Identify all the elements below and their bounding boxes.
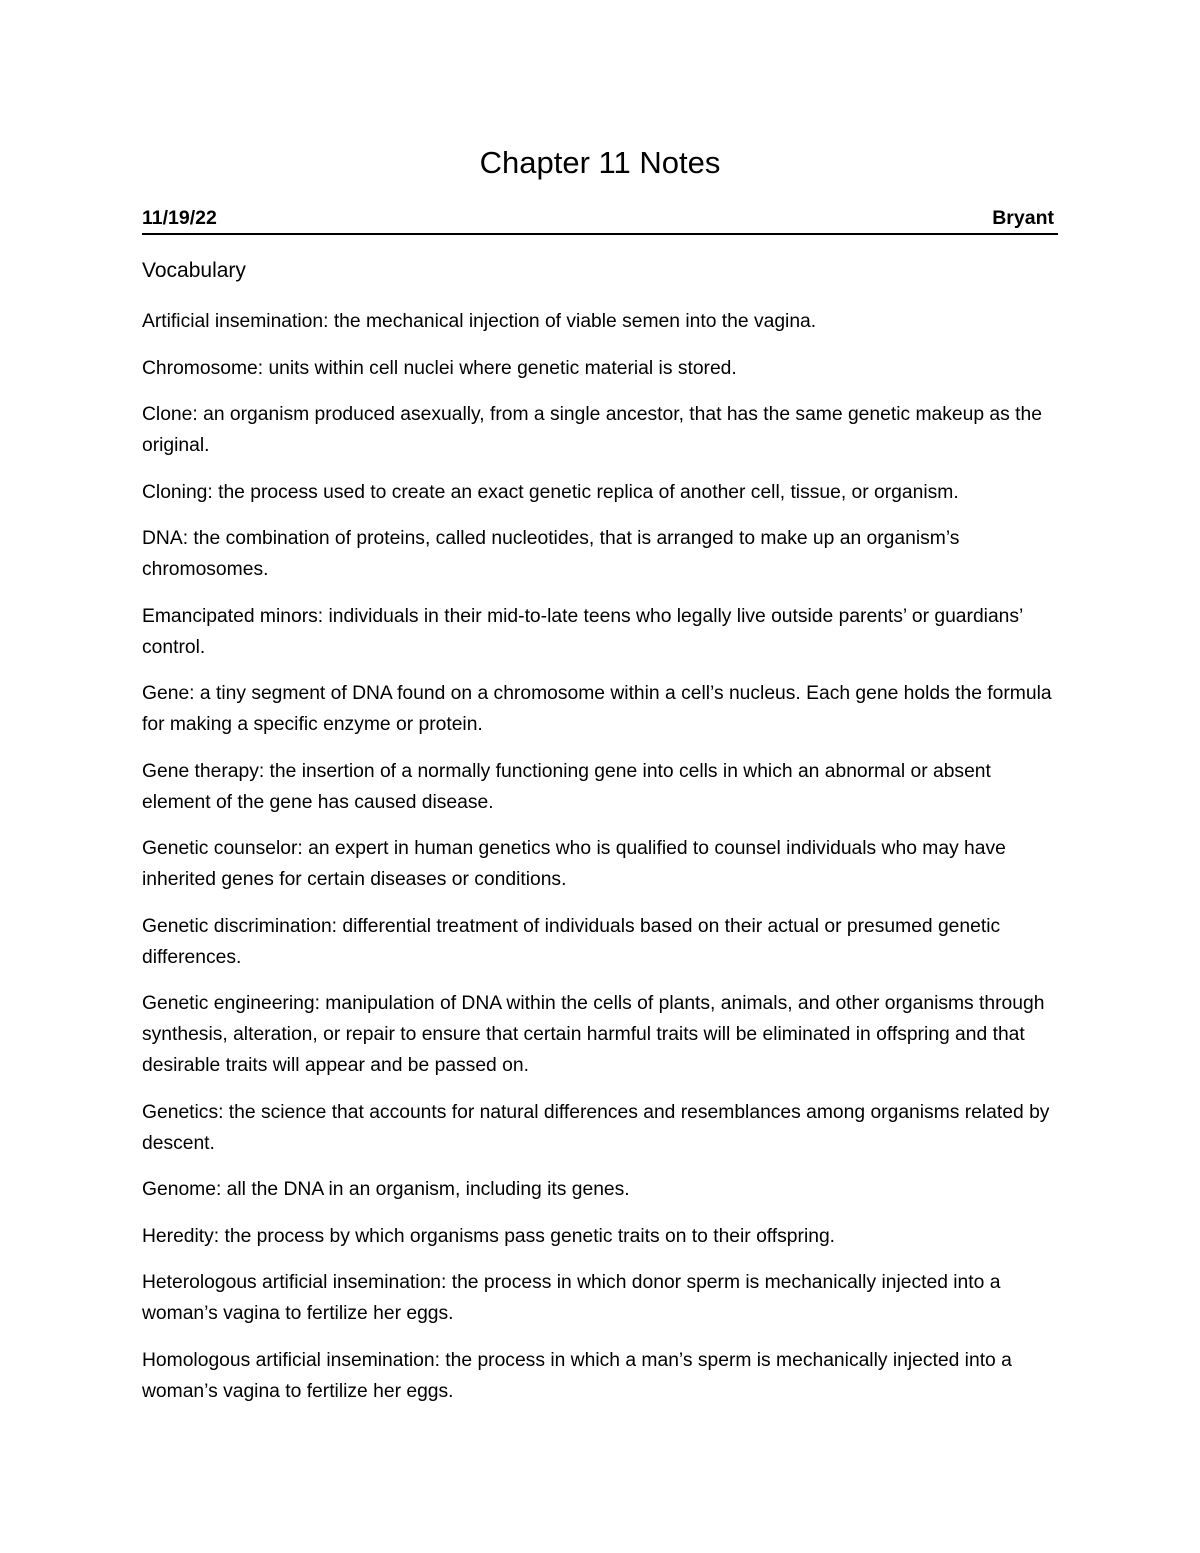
header-meta-row [142,203,1058,235]
vocabulary-entry: Genetic discrimination: differential treatment of individuals based on their actual or presumed genetic differences. [142,915,1001,968]
vocabulary-entry: Chromosome: units within cell nuclei where genetic material is stored. [142,357,737,379]
vocabulary-entry: Homologous artificial insemination: the process in which a man’s sperm is mechanically injected into a woman’s vagina to fertilize her eggs. [142,1349,1012,1402]
vocabulary-entry: Emancipated minors: individuals in their mid-to-late teens who legally live outside parents’ or guardians’ control. [142,605,1023,658]
vocabulary-entry: Genetic counselor: an expert in human genetics who is qualified to counsel individuals who may have inherited genes for certain diseases or conditions. [142,838,1006,890]
vocabulary-list [142,306,1058,1422]
vocabulary-entry: Cloning: the process used to create an exact genetic replica of another cell, tissue, or organism. [142,481,959,503]
vocabulary-entry: Heredity: the process by which organisms pass genetic traits on to their offspring. [142,1225,836,1247]
page-title: Chapter 11 Notes [479,145,721,180]
vocabulary-entry: Gene: a tiny segment of DNA found on a chromosome within a cell’s nucleus. Each gene holds the formula for making a specific enzyme or protein. [142,683,1052,735]
vocabulary-entry: Heterologous artificial insemination: the process in which donor sperm is mechanically injected into a woman’s vagina to fertilize her eggs. [142,1272,1001,1324]
vocabulary-entry: Genome: all the DNA in an organism, including its genes. [142,1179,630,1200]
document-author: Bryant [992,207,1054,229]
vocabulary-entry: Gene therapy: the insertion of a normally functioning gene into cells in which an abnormal or absent element of the gene has caused disease. [142,760,991,813]
document-date: 11/19/22 [142,207,217,229]
vocabulary-entry: Genetics: the science that accounts for natural differences and resemblances among organisms related by descent. [142,1101,1050,1154]
vocabulary-entry: DNA: the combination of proteins, called nucleotides, that is arranged to make up an organism’s chromosomes. [142,528,960,580]
vocabulary-entry: Clone: an organism produced asexually, from a single ancestor, that has the same genetic makeup as the original. [142,404,1042,456]
vocabulary-entry: Artificial insemination: the mechanical injection of viable semen into the vagina. [142,311,817,332]
vocabulary-entry: Genetic engineering: manipulation of DNA within the cells of plants, animals, and other organisms through synthesis, alteration, or repair to ensure that certain harmful traits will be eliminated in offspring and that desirable traits will appear and be passed on. [142,993,1045,1076]
section-heading: Vocabulary [142,259,246,282]
